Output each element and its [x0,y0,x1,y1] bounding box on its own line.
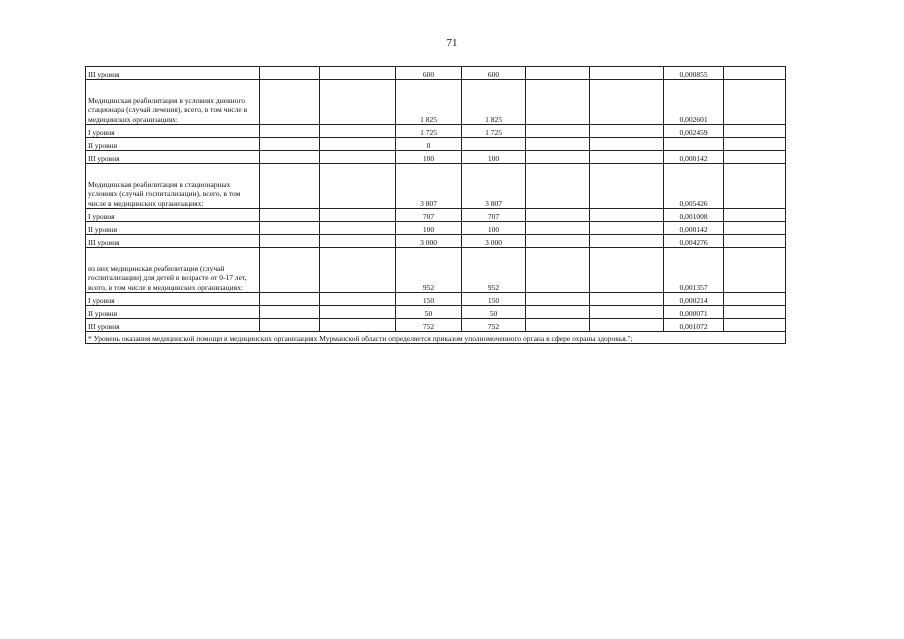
row-label-cell: III уровня [86,67,260,80]
table-row [86,248,848,293]
page-number: 71 [446,37,458,49]
value-cell [590,235,664,248]
value-cell [590,125,664,138]
value-cell [260,319,320,332]
value-cell [526,80,590,125]
value-cell [320,306,396,319]
value-cell: 0,000142 [664,222,724,235]
value-cell: 1 825 [462,80,526,125]
value-cell: 752 [462,319,526,332]
value-cell: 0,001008 [664,209,724,222]
value-cell [320,235,396,248]
value-cell [320,80,396,125]
value-cell [320,67,396,80]
value-cell [320,164,396,209]
value-cell: 1 825 [396,80,462,125]
value-cell [260,248,320,293]
value-cell: 3 807 [396,164,462,209]
value-cell: 100 [462,222,526,235]
value-cell [526,293,590,306]
row-label-cell: I уровня [86,125,260,138]
value-cell [526,306,590,319]
value-cell: 50 [396,306,462,319]
value-cell [260,164,320,209]
value-cell: 707 [462,209,526,222]
table-row [86,319,848,332]
value-cell [724,319,786,332]
table-row [86,67,848,80]
value-cell [320,222,396,235]
value-cell [590,138,664,151]
value-cell [724,235,786,248]
value-cell [590,222,664,235]
value-cell [590,67,664,80]
value-cell: 0,002601 [664,80,724,125]
footnote-row [86,332,848,344]
value-cell: 0,002459 [664,125,724,138]
value-cell: 0,001357 [664,248,724,293]
value-cell [260,67,320,80]
value-cell [260,151,320,164]
value-cell [526,125,590,138]
value-cell: 600 [396,67,462,80]
value-cell [590,248,664,293]
value-cell [590,209,664,222]
row-label-cell: из них медицинская реабилитация (случай госпитализации) для детей в возрасте от 0-17 лет, всего, в том числе в медицинских организациях: [86,248,260,293]
value-cell [724,125,786,138]
value-cell [724,209,786,222]
value-cell: 952 [462,248,526,293]
value-cell: 50 [462,306,526,319]
value-cell: 0,000071 [664,306,724,319]
value-cell [320,248,396,293]
value-cell [526,151,590,164]
row-label-cell: III уровня [86,151,260,164]
value-cell [526,164,590,209]
value-cell: 0,004276 [664,235,724,248]
value-cell: 0,000855 [664,67,724,80]
value-cell [590,293,664,306]
value-cell [724,222,786,235]
row-label-cell: II уровня [86,138,260,151]
value-cell [260,306,320,319]
value-cell: 0,000142 [664,151,724,164]
value-cell: 0,001072 [664,319,724,332]
value-cell [724,306,786,319]
value-cell: 707 [396,209,462,222]
value-cell [260,222,320,235]
table-row [86,293,848,306]
value-cell [724,67,786,80]
value-cell [260,125,320,138]
value-cell: 150 [396,293,462,306]
value-cell [590,319,664,332]
row-label-cell: I уровня [86,293,260,306]
value-cell [526,248,590,293]
value-cell: 100 [396,222,462,235]
value-cell [526,222,590,235]
value-cell [260,138,320,151]
value-cell [260,209,320,222]
value-cell: 0,000214 [664,293,724,306]
value-cell [320,319,396,332]
rehabilitation-volume-table [85,66,848,344]
value-cell: 3 807 [462,164,526,209]
value-cell [664,138,724,151]
value-cell [590,151,664,164]
value-cell: 752 [396,319,462,332]
value-cell [526,319,590,332]
value-cell: 1 725 [462,125,526,138]
row-label-cell: II уровня [86,222,260,235]
value-cell: 3 000 [462,235,526,248]
table-row [86,80,848,125]
value-cell [590,164,664,209]
value-cell [724,80,786,125]
row-label-cell: I уровня [86,209,260,222]
value-cell [724,164,786,209]
value-cell [526,67,590,80]
table-row [86,138,848,151]
value-cell [462,138,526,151]
row-label-cell: Медицинская реабилитация в стационарных условиях (случай госпитализации), всего, в том числе в медицинских организациях: [86,164,260,209]
table-row [86,151,848,164]
value-cell: 3 000 [396,235,462,248]
table-row [86,235,848,248]
value-cell: 600 [462,67,526,80]
value-cell: 100 [462,151,526,164]
value-cell [526,138,590,151]
value-cell [724,138,786,151]
value-cell: 952 [396,248,462,293]
value-cell [590,80,664,125]
value-cell [526,209,590,222]
value-cell [724,293,786,306]
row-label-cell: III уровня [86,235,260,248]
value-cell [320,293,396,306]
value-cell: 0 [396,138,462,151]
table-row [86,209,848,222]
value-cell [320,151,396,164]
table-row [86,306,848,319]
table-row [86,125,848,138]
value-cell [724,248,786,293]
footnote: * Уровень оказания медицинской помощи в медицинских организациях Мурманской области определяется приказом уполномоченного органа в сфере охраны здоровья."; [86,332,786,344]
table-body [86,67,848,344]
value-cell [320,125,396,138]
value-cell [260,235,320,248]
value-cell: 0,005426 [664,164,724,209]
row-label-cell: II уровня [86,306,260,319]
value-cell [724,151,786,164]
value-cell [260,80,320,125]
table-row [86,164,848,209]
row-label-cell: Медицинская реабилитация в условиях дневного стационара (случай лечения), всего, в том числе в медицинских организациях: [86,80,260,125]
value-cell [320,138,396,151]
value-cell: 150 [462,293,526,306]
value-cell [526,235,590,248]
value-cell [590,306,664,319]
table-row [86,222,848,235]
row-label-cell: III уровня [86,319,260,332]
value-cell: 100 [396,151,462,164]
value-cell: 1 725 [396,125,462,138]
value-cell [320,209,396,222]
value-cell [260,293,320,306]
